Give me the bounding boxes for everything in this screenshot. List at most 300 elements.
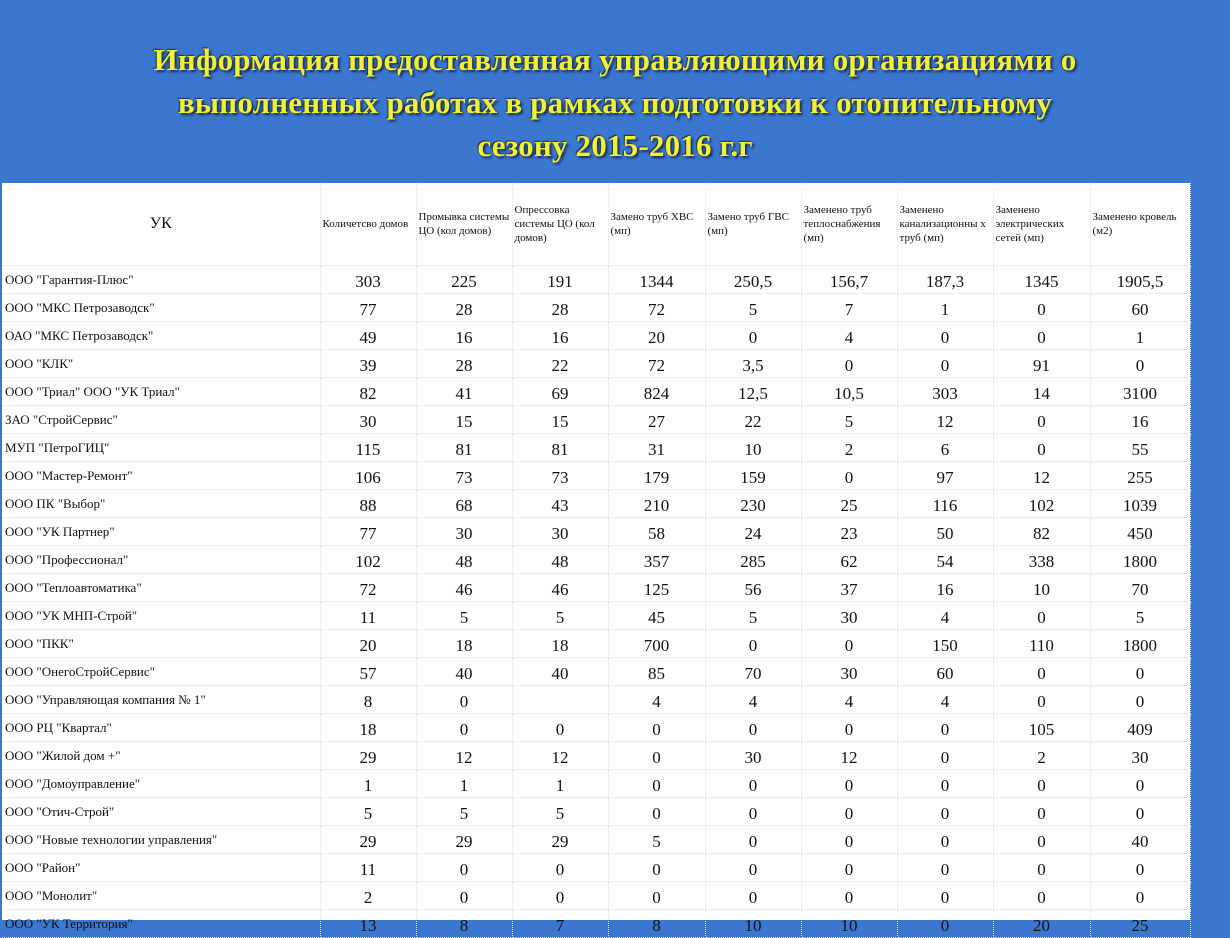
value-text: 1039 [1123, 496, 1157, 515]
table-row [2, 742, 1190, 770]
value-cell [416, 294, 512, 322]
value-cell [1090, 462, 1190, 490]
value-cell [512, 714, 608, 742]
value-text: 0 [940, 860, 950, 879]
value-cell [416, 630, 512, 658]
value-cell [320, 686, 416, 714]
value-text: 102 [355, 552, 381, 571]
value-text: 0 [1037, 664, 1046, 683]
value-text: 45 [648, 608, 665, 627]
value-cell [801, 658, 897, 686]
value-cell [897, 826, 993, 854]
value-text: 1345 [1024, 272, 1059, 291]
value-text: 0 [555, 720, 565, 739]
value-text: 49 [359, 328, 377, 347]
value-text: 150 [932, 636, 958, 655]
value-text: 179 [643, 468, 670, 487]
value-cell [801, 574, 897, 602]
value-cell [993, 434, 1090, 462]
value-text: 303 [355, 272, 381, 291]
value-text: 29 [359, 832, 377, 851]
value-cell [993, 294, 1090, 322]
value-text: 0 [844, 356, 854, 375]
value-cell [512, 406, 608, 434]
value-cell [416, 378, 512, 406]
organization-name-cell: ООО "Мастер-Ремонт" [2, 462, 320, 490]
value-cell [608, 686, 705, 714]
value-text: 0 [459, 888, 469, 907]
value-cell [416, 574, 512, 602]
value-text: 30 [744, 748, 762, 767]
value-text: 0 [844, 860, 854, 879]
value-text: 77 [359, 300, 377, 319]
value-cell [993, 826, 1090, 854]
value-text: 338 [1028, 552, 1055, 571]
value-cell [801, 378, 897, 406]
value-cell [512, 882, 608, 910]
value-cell [1090, 658, 1190, 686]
value-cell [993, 546, 1090, 574]
value-cell [897, 714, 993, 742]
value-cell [705, 294, 801, 322]
value-cell [705, 686, 801, 714]
value-cell [705, 266, 801, 294]
value-text: 3100 [1123, 384, 1157, 403]
value-cell [608, 658, 705, 686]
value-cell [512, 770, 608, 798]
value-cell [320, 910, 416, 938]
value-cell [320, 406, 416, 434]
value-text: 409 [1127, 720, 1153, 739]
organization-name-cell: ЗАО "СтройСервис" [2, 406, 320, 434]
value-cell [512, 462, 608, 490]
value-text: 55 [1131, 440, 1149, 459]
value-cell [993, 854, 1090, 882]
value-text: 4 [844, 692, 854, 711]
value-cell [705, 602, 801, 630]
value-text: 57 [359, 664, 377, 683]
value-cell [993, 518, 1090, 546]
value-text: 10 [840, 916, 858, 935]
organization-name-cell: ООО "Отич-Строй" [2, 798, 320, 826]
value-text: 97 [936, 468, 954, 487]
value-text: 8 [459, 916, 469, 935]
value-text: 225 [451, 272, 477, 291]
value-cell [897, 294, 993, 322]
value-text: 40 [1131, 832, 1149, 851]
value-cell [416, 882, 512, 910]
value-cell [1090, 490, 1190, 518]
column-header: Замено труб ХВС (мп) [608, 183, 705, 266]
value-text: 22 [551, 356, 569, 375]
value-cell [897, 658, 993, 686]
value-cell [608, 798, 705, 826]
organization-name-cell: ООО "Гарантия-Плюс" [2, 266, 320, 294]
value-text: 28 [455, 356, 473, 375]
value-cell [993, 742, 1090, 770]
value-cell [897, 742, 993, 770]
value-cell [801, 742, 897, 770]
value-text: 48 [455, 552, 473, 571]
value-cell [608, 826, 705, 854]
value-cell [993, 882, 1090, 910]
table-row [2, 602, 1190, 630]
value-cell [416, 406, 512, 434]
table-row [2, 770, 1190, 798]
value-cell [801, 490, 897, 518]
value-text: 357 [643, 552, 670, 571]
value-text: 0 [940, 776, 950, 795]
value-text: 60 [1131, 300, 1149, 319]
value-text: 0 [940, 748, 950, 767]
table-row [2, 826, 1190, 854]
value-cell [512, 658, 608, 686]
value-cell [1090, 266, 1190, 294]
value-cell [1090, 574, 1190, 602]
value-text: 58 [648, 524, 665, 543]
value-text: 5 [652, 832, 661, 851]
value-text: 1344 [639, 272, 674, 291]
value-cell [1090, 518, 1190, 546]
value-text: 0 [1037, 692, 1046, 711]
value-cell [608, 882, 705, 910]
value-cell [608, 322, 705, 350]
value-cell [993, 350, 1090, 378]
value-cell [705, 658, 801, 686]
value-cell [512, 910, 608, 938]
value-cell [1090, 350, 1190, 378]
value-text: 5 [363, 804, 373, 823]
value-cell [801, 602, 897, 630]
value-cell [801, 406, 897, 434]
value-text: 0 [940, 720, 950, 739]
value-text: 77 [359, 524, 377, 543]
value-cell [416, 490, 512, 518]
value-text: 11 [359, 860, 377, 879]
value-cell [320, 266, 416, 294]
value-text: 105 [1028, 720, 1055, 739]
table-row [2, 378, 1190, 406]
value-text: 39 [359, 356, 377, 375]
value-cell [416, 350, 512, 378]
value-cell [993, 490, 1090, 518]
value-text: 12 [455, 748, 473, 767]
value-cell [705, 518, 801, 546]
value-text: 40 [455, 664, 473, 683]
value-cell [801, 434, 897, 462]
value-cell [1090, 798, 1190, 826]
value-cell [801, 686, 897, 714]
value-text: 0 [748, 776, 758, 795]
value-text: 824 [643, 384, 670, 403]
value-text: 0 [844, 888, 854, 907]
value-cell [897, 434, 993, 462]
value-text: 12 [936, 412, 954, 431]
value-text: 15 [551, 412, 569, 431]
value-cell [416, 658, 512, 686]
value-text: 16 [1131, 412, 1149, 431]
value-cell [512, 350, 608, 378]
value-text: 0 [1037, 776, 1046, 795]
value-text: 0 [748, 636, 758, 655]
table-row [2, 714, 1190, 742]
value-cell [1090, 602, 1190, 630]
value-cell [897, 350, 993, 378]
organization-name-cell: ООО "КЛК" [2, 350, 320, 378]
value-text: 0 [1135, 664, 1145, 683]
organization-name-cell: ООО "Жилой дом +" [2, 742, 320, 770]
value-cell [801, 910, 897, 938]
value-text: 0 [459, 692, 469, 711]
value-text: 0 [1135, 776, 1145, 795]
value-cell [512, 434, 608, 462]
value-text: 0 [1037, 832, 1046, 851]
value-cell [320, 798, 416, 826]
organization-name-cell: ООО "Новые технологии управления" [2, 826, 320, 854]
value-text: 30 [551, 524, 569, 543]
value-cell [897, 462, 993, 490]
value-text: 1 [459, 776, 469, 795]
value-text: 82 [1033, 524, 1050, 543]
value-cell [512, 798, 608, 826]
table-row [2, 686, 1190, 714]
value-cell [897, 406, 993, 434]
table-row [2, 518, 1190, 546]
value-text: 1800 [1123, 636, 1157, 655]
value-cell [320, 826, 416, 854]
value-text: 0 [940, 356, 950, 375]
value-cell [993, 322, 1090, 350]
value-cell [897, 854, 993, 882]
value-cell [1090, 770, 1190, 798]
value-cell [897, 490, 993, 518]
value-text: 82 [359, 384, 377, 403]
value-cell [705, 378, 801, 406]
slide-title [0, 38, 1230, 167]
value-text: 12 [551, 748, 569, 767]
value-text: 700 [643, 636, 670, 655]
value-cell [705, 630, 801, 658]
table-row [2, 658, 1190, 686]
column-header: Заменено канализационны х труб (мп) [897, 183, 993, 266]
value-cell [897, 546, 993, 574]
value-text: 62 [840, 552, 858, 571]
value-cell [512, 686, 608, 714]
value-text: 73 [551, 468, 569, 487]
value-cell [1090, 294, 1190, 322]
title-line-2: выполненных работах в рамках подготовки к отопительному [177, 85, 1053, 120]
value-text: 0 [1135, 860, 1145, 879]
value-cell [416, 714, 512, 742]
value-cell [512, 854, 608, 882]
value-text: 0 [1135, 356, 1145, 375]
value-cell [608, 770, 705, 798]
value-cell [705, 798, 801, 826]
value-text: 0 [652, 860, 661, 879]
column-header: Заменено кровель (м2) [1090, 183, 1190, 266]
value-text: 72 [648, 300, 665, 319]
value-text: 156,7 [829, 272, 869, 291]
value-text: 12 [840, 748, 858, 767]
value-cell [320, 630, 416, 658]
value-cell [512, 266, 608, 294]
table-row [2, 910, 1190, 938]
value-text: 5 [748, 608, 758, 627]
value-cell [993, 574, 1090, 602]
value-cell [993, 462, 1090, 490]
value-cell [416, 854, 512, 882]
value-text: 28 [455, 300, 473, 319]
value-text: 5 [748, 300, 758, 319]
value-cell [993, 686, 1090, 714]
value-text: 1 [1135, 328, 1145, 347]
value-text: 50 [936, 524, 954, 543]
value-cell [416, 322, 512, 350]
value-text: 60 [936, 664, 954, 683]
value-text: 18 [359, 720, 377, 739]
value-cell [416, 910, 512, 938]
value-cell [801, 882, 897, 910]
value-text: 12,5 [738, 384, 768, 403]
value-cell [320, 602, 416, 630]
value-text: 187,3 [925, 272, 965, 291]
value-cell [705, 826, 801, 854]
value-cell [416, 462, 512, 490]
value-text: 450 [1127, 524, 1153, 543]
value-text: 88 [359, 496, 377, 515]
value-cell [897, 602, 993, 630]
value-text: 15 [455, 412, 473, 431]
organization-name-cell: ООО "МКС Петрозаводск" [2, 294, 320, 322]
value-text: 1 [363, 776, 373, 795]
value-cell [1090, 686, 1190, 714]
value-cell [801, 546, 897, 574]
value-text: 46 [455, 580, 473, 599]
value-cell [897, 770, 993, 798]
organization-name-cell: ООО РЦ "Квартал" [2, 714, 320, 742]
value-cell [993, 602, 1090, 630]
value-text: 10 [744, 440, 762, 459]
value-text: 1 [940, 300, 950, 319]
table-body [2, 266, 1190, 938]
table-row [2, 266, 1190, 294]
value-text: 91 [1033, 356, 1050, 375]
value-text: 0 [1037, 888, 1046, 907]
value-cell [608, 294, 705, 322]
organization-name-cell: ООО "ПКК" [2, 630, 320, 658]
value-text: 0 [1135, 888, 1145, 907]
value-cell [416, 742, 512, 770]
value-text: 0 [748, 720, 758, 739]
value-cell [801, 770, 897, 798]
value-text: 0 [555, 888, 565, 907]
value-text: 48 [551, 552, 569, 571]
value-cell [705, 350, 801, 378]
value-text: 43 [551, 496, 569, 515]
value-text: 11 [359, 608, 377, 627]
value-text: 0 [555, 860, 565, 879]
value-cell [416, 546, 512, 574]
value-text: 255 [1127, 468, 1153, 487]
value-text: 1905,5 [1116, 272, 1164, 291]
table-row [2, 434, 1190, 462]
value-text: 0 [1037, 440, 1046, 459]
value-text: 2 [1037, 748, 1046, 767]
value-cell [416, 518, 512, 546]
value-cell [897, 798, 993, 826]
value-cell [320, 434, 416, 462]
value-cell [320, 574, 416, 602]
column-header-uk: УК [2, 183, 320, 266]
value-text: 8 [363, 692, 373, 711]
value-text: 8 [652, 916, 661, 935]
column-header: Заменено электрических сетей (мп) [993, 183, 1090, 266]
value-text: 4 [748, 692, 758, 711]
value-text: 5 [555, 804, 565, 823]
value-cell [416, 798, 512, 826]
value-cell [993, 406, 1090, 434]
value-cell [512, 574, 608, 602]
value-text: 0 [459, 860, 469, 879]
value-cell [1090, 882, 1190, 910]
value-text: 4 [940, 692, 950, 711]
table-row [2, 546, 1190, 574]
value-cell [512, 378, 608, 406]
value-cell [993, 266, 1090, 294]
value-text: 85 [648, 664, 665, 683]
organization-name-cell: ООО "УК Партнер" [2, 518, 320, 546]
organization-name-cell: ООО "ОнегоСтройСервис" [2, 658, 320, 686]
value-cell [801, 518, 897, 546]
value-text: 10 [1033, 580, 1050, 599]
value-cell [608, 742, 705, 770]
title-line-1: Информация предоставленная управляющими организациями о [153, 42, 1077, 77]
value-text: 25 [840, 496, 858, 515]
table-row [2, 630, 1190, 658]
value-cell [897, 882, 993, 910]
value-cell [801, 462, 897, 490]
value-cell [608, 910, 705, 938]
value-cell [705, 322, 801, 350]
value-cell [1090, 742, 1190, 770]
table-row [2, 350, 1190, 378]
value-cell [512, 826, 608, 854]
value-cell [320, 546, 416, 574]
value-cell [320, 378, 416, 406]
value-text: 30 [455, 524, 473, 543]
value-text: 12 [1033, 468, 1050, 487]
value-cell [608, 490, 705, 518]
organization-name-cell: ООО "Район" [2, 854, 320, 882]
value-cell [320, 770, 416, 798]
value-text: 0 [844, 804, 854, 823]
value-cell [1090, 378, 1190, 406]
value-cell [608, 518, 705, 546]
value-cell [416, 686, 512, 714]
value-cell [801, 350, 897, 378]
value-cell [1090, 630, 1190, 658]
column-header: Заменено труб теплоснабжения (мп) [801, 183, 897, 266]
organization-name-cell: ООО "Теплоавтоматика" [2, 574, 320, 602]
value-text: 116 [932, 496, 958, 515]
value-text: 0 [1037, 860, 1046, 879]
value-text: 24 [744, 524, 762, 543]
value-text: 0 [748, 860, 758, 879]
value-cell [608, 546, 705, 574]
value-cell [705, 546, 801, 574]
value-cell [608, 462, 705, 490]
value-cell [801, 630, 897, 658]
